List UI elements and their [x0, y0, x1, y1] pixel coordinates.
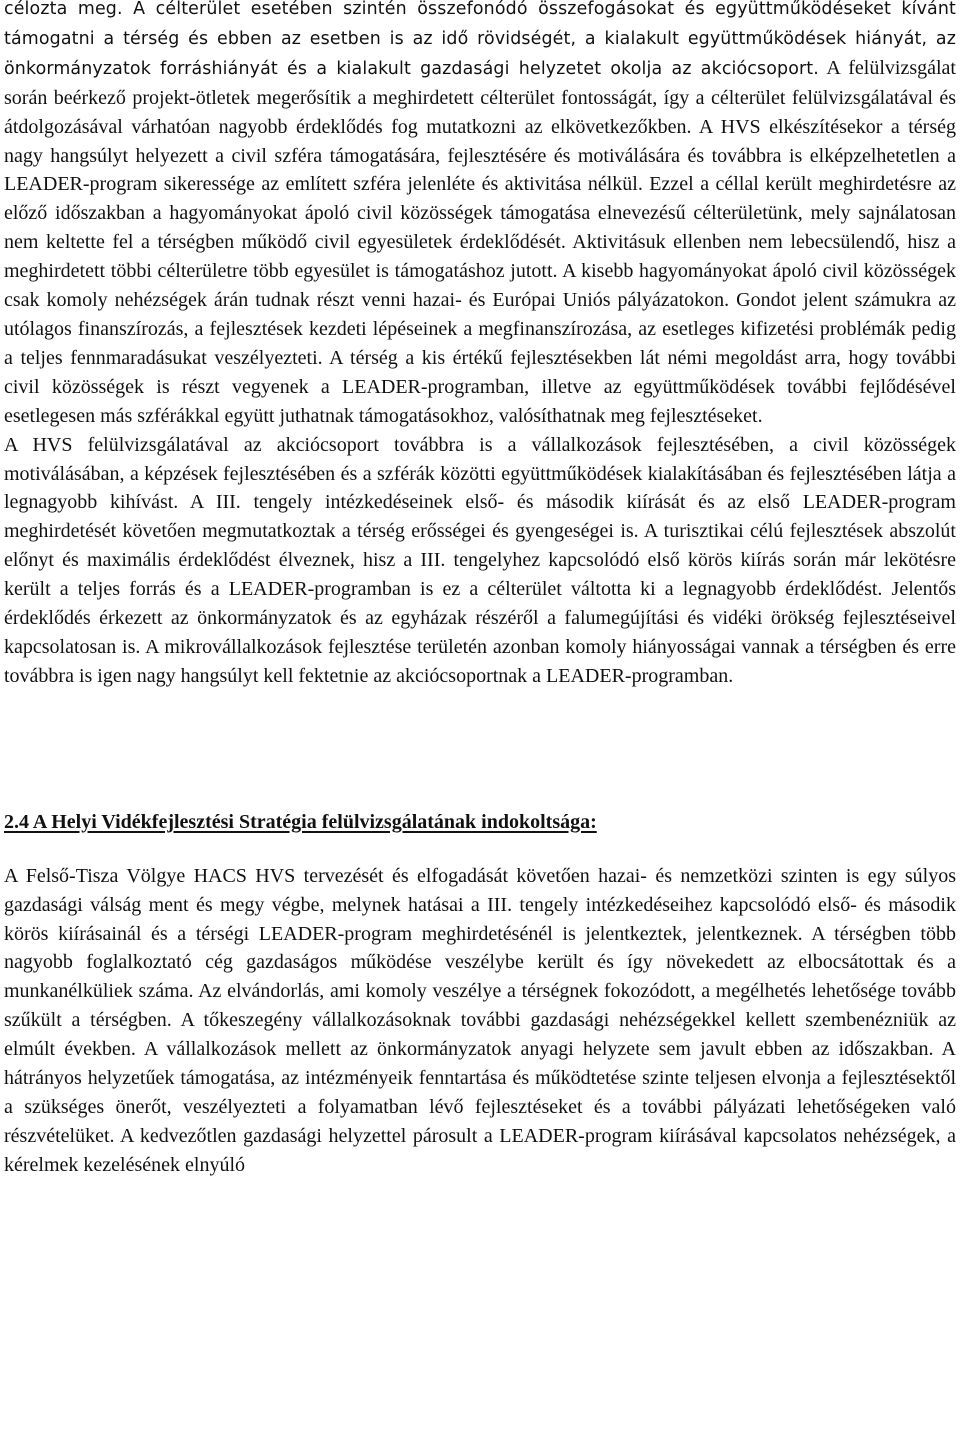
paragraph-1: [4, 0, 956, 431]
section-gap: [4, 691, 956, 808]
paragraph-1-serif-run: A felülvizsgálat során beérkező projekt-ötletek megerősítik a meghirdetett célterület fontosságát, így a célterület felülvizsgálatával és átdolgozásával várhatóan nagyobb érdeklődés fog mutatkozni az elkövetkezőkben. A HVS elkészítésekor a térség nagy hangsúlyt helyezett a civil szféra támogatására, fejlesztésére és motiválására és továbbra is elképzelhetetlen a LEADER-program sikeressége az említett szféra jelenléte és aktivitása nélkül. Ezzel a céllal került meghirdetésre az előző időszakban a hagyományokat ápoló civil közösségek támogatása elnevezésű célterületünk, mely sajnálatosan nem keltette fel a térségben működő civil egyesületek érdeklődését. Aktivitásuk ellenben nem lebecsülendő, hisz a meghirdetett többi célterületre több egyesület is támogatáshoz jutott. A kisebb hagyományokat ápoló civil közösségek csak komoly nehézségek árán tudnak részt venni hazai- és Európai Uniós pályázatokon. Gondot jelent számukra az utólagos finanszírozás, a fejlesztések kezdeti lépéseinek a megfinanszírozása, az esetleges kifizetési problémák pedig a teljes fennmaradásukat veszélyezteti. A térség a kis értékű fejlesztésekben lát némi megoldást arra, hogy további civil közösségek is részt vegyenek a LEADER-programban, illetve az együttműködések további fejlődésével esetlegesen más szférákkal együtt juthatnak támogatásokhoz, valósíthatnak meg fejlesztéseket.: [4, 56, 956, 427]
document-page: [4, 0, 956, 1448]
section-heading: 2.4 A Helyi Vidékfejlesztési Stratégia felülvizsgálatának indokoltsága:: [4, 810, 597, 833]
paragraph-3: A Felső-Tisza Völgye HACS HVS tervezését és elfogadását követően hazai- és nemzetközi szinten is egy súlyos gazdasági válság ment és megy végbe, melynek hatásai a III. tengely intézkedéseihez kapcsolódó első- és második körös kiírásainál és a térségi LEADER-program meghirdetésénél is jelentkeztek, jelentkeznek. A térségben több nagyobb foglalkoztató cég gazdaságos működése veszélybe került és így növekedett az elbocsátottak és a munkanélküliek száma. Az elvándorlás, ami komoly veszélye a térségnek fokozódott, a megélhetés lehetősége tovább szűkült a térségben. A tőkeszegény vállalkozásoknak további gazdasági nehézségekkel kellett szembenézniük az elmúlt években. A vállalkozások mellett az önkormányzatok anyagi helyzete sem javult ebben az időszakban. A hátrányos helyzetűek támogatása, az intézményeik fenntartása és működtetése szinte teljesen elvonja a fejlesztésektől a szükséges önerőt, veszélyezteti a folyamatban lévő fejlesztéseket és a további pályázati lehetőségeken való részvételüket. A kedvezőtlen gazdasági helyzettel párosult a LEADER-program kiírásával kapcsolatos nehézségek, a kérelmek kezelésének elnyúló: [4, 864, 956, 1176]
paragraph-1-sans-run: célozta meg. A célterület esetében szintén összefonódó összefogásokat és együttműködéseket kívánt támogatni a térség és ebben az esetben is az idő rövidségét, a kialakult együttműködések hiányát, az önkormányzatok forráshiányát és a kialakult gazdasági helyzetet okolja az akciócsoport.: [4, 0, 956, 79]
paragraph-2: A HVS felülvizsgálatával az akciócsoport továbbra is a vállalkozások fejlesztésében, a civil közösségek motiválásában, a képzések fejlesztésében és a szférák közötti együttműködések kialakításában és fejlesztésében látja a legnagyobb kihívást. A III. tengely intézkedéseinek első- és második kiírását és az első LEADER-program meghirdetését követően megmutatkoztak a térség erősségei és gyengeségei is. A turisztikai célú fejlesztések abszolút előnyt és maximális érdeklődést élveznek, hisz a III. tengelyhez kapcsolódó első körös kiírás során már lekötésre került a teljes forrás és a LEADER-programban is ez a célterület váltotta ki a legnagyobb érdeklődést. Jelentős érdeklődés érkezett az önkormányzatok és az egyházak részéről a falumegújítási és vidéki örökség fejlesztéseivel kapcsolatosan is. A mikrovállalkozások fejlesztése területén azonban komoly hiányosságai vannak a térségben és erre továbbra is igen nagy hangsúlyt kell fektetnie az akciócsoportnak a LEADER-programban.: [4, 433, 956, 687]
